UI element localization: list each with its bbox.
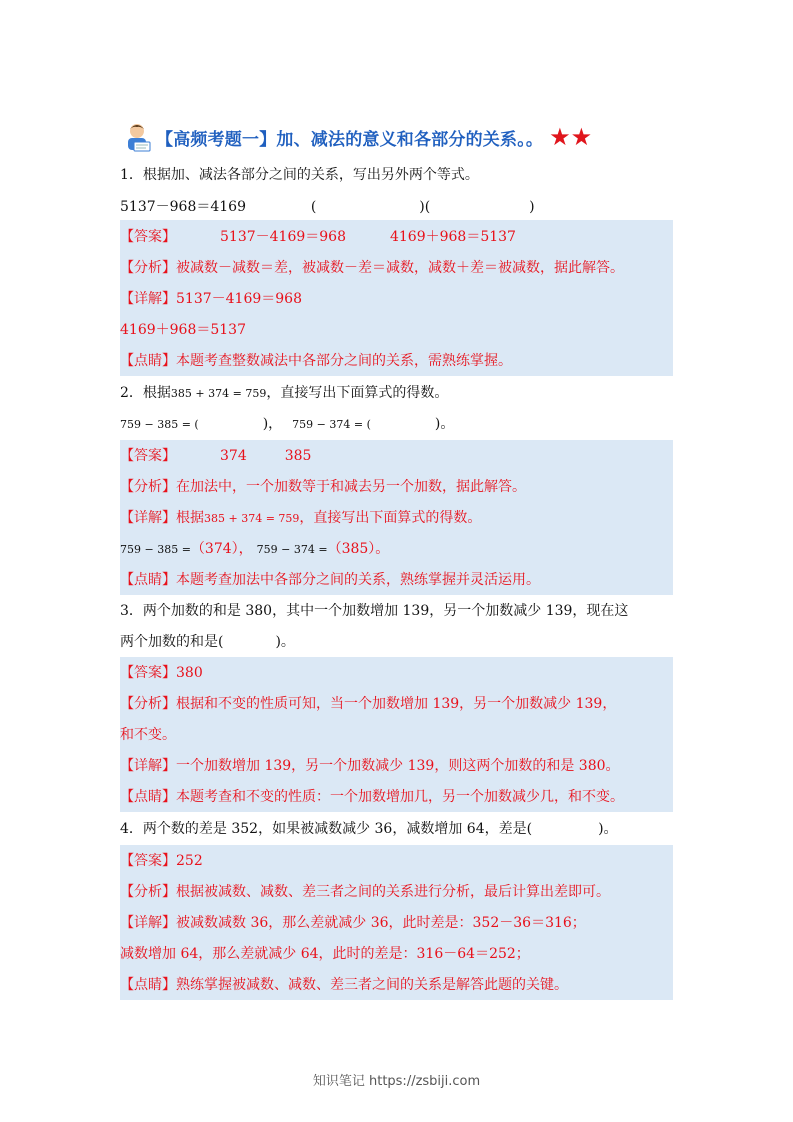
detail-label: 【详解】 [120,758,176,774]
question-3-line-1: 3．两个加数的和是 380，其中一个加数增加 139，另一个加数减少 139，现在这 [120,603,629,619]
detail-text: 被减数减数 36，那么差就减少 36，此时差是：352－36＝316； [176,915,586,931]
point-row [120,351,512,371]
point-text: 本题考查加法中各部分之间的关系，熟练掌握并灵活运用。 [176,572,540,588]
student-avatar-icon [120,120,154,154]
answer-value: 4169＋968＝5137 [389,229,516,245]
answer-label: 【答案】 [120,229,176,245]
point-text: 熟练掌握被减数、减数、差三者之间的关系是解答此题的关键。 [176,977,568,993]
detail-label: 【详解】 [120,510,176,526]
analysis-row [120,477,526,497]
point-text: 本题考查整数减法中各部分之间的关系，需熟练掌握。 [176,353,512,369]
detail-row: 减数增加 64，那么差就减少 64，此时的差是：316－64＝252； [120,946,530,962]
section-title: 【高频考题一】加、减法的意义和各部分的关系。。 [156,129,544,150]
question-3-line-2 [120,632,295,652]
math-equation: 759 − 385 = [120,543,191,556]
question-2-fill [120,414,454,435]
detail-text: 一个加数增加 139，另一个加数减少 139，则这两个加数的和是 380。 [176,758,620,774]
answer-value: 374 [220,448,247,464]
detail-row: 4169＋968＝5137 [120,322,246,338]
analysis-text: 在加法中，一个加数等于和减去另一个加数，据此解答。 [176,479,526,495]
answer-value: 380 [176,665,203,681]
paren-close: ) [529,199,535,215]
math-equation: 385 + 374 = 759 [170,387,267,400]
answer-block-3 [120,657,673,812]
math-equation: 759 − 374 = ( [292,418,371,431]
question-text: )。 [598,821,618,837]
section-header [120,120,680,154]
detail-row [120,539,389,560]
analysis-row [120,258,624,278]
separator-text: )， [262,416,283,432]
point-label: 【点睛】 [120,977,176,993]
answer-block-4 [120,845,673,1000]
question-1-given [120,197,535,217]
answer-value: 252 [176,853,203,869]
point-row [120,570,540,590]
answer-label: 【答案】 [120,448,176,464]
detail-answer: （374）， [190,541,253,557]
detail-answer: （385）。 [327,541,390,557]
analysis-text: 根据被减数、减数、差三者之间的关系进行分析，最后计算出差即可。 [176,884,610,900]
detail-text: ，直接写出下面算式的得数。 [299,510,482,526]
point-text: 本题考查和不变的性质：一个加数增加几，另一个加数减少几，和不变。 [176,789,624,805]
detail-text: 根据 [176,510,204,526]
analysis-label: 【分析】 [120,260,176,276]
detail-text: 5137－4169＝968 [176,291,302,307]
answer-label: 【答案】 [120,853,176,869]
question-4-text [120,819,618,839]
analysis-text: 被减数－减数＝差，被减数－差＝减数，减数＋差＝被减数，据此解答。 [176,260,624,276]
math-equation: 385 + 374 = 759 [204,512,300,525]
separator-text: )。 [434,416,455,432]
point-row [120,975,568,995]
question-text: ，直接写出下面算式的得数。 [266,385,449,401]
question-text: 2．根据 [120,385,171,401]
math-equation: 759 − 374 = [256,543,328,556]
analysis-row [120,694,616,714]
analysis-label: 【分析】 [120,696,176,712]
point-row [120,787,624,807]
analysis-text: 根据和不变的性质可知，当一个加数增加 139，另一个加数减少 139， [176,696,617,712]
point-label: 【点睛】 [120,572,176,588]
math-equation: 759 − 385 = ( [120,418,199,431]
answer-block-1 [120,220,673,376]
analysis-label: 【分析】 [120,479,176,495]
answer-value: 5137－4169＝968 [220,229,346,245]
given-equation: 5137－968＝4169 [120,199,246,215]
point-label: 【点睛】 [120,789,176,805]
question-text: )。 [275,634,295,650]
question-2-text [120,383,448,404]
answer-block-2 [120,440,673,595]
question-text: 4．两个数的差是 352，如果被减数减少 36，减数增加 64，差是( [120,821,533,837]
answer-row [120,446,311,466]
analysis-label: 【分析】 [120,884,176,900]
analysis-row [120,882,610,902]
point-label: 【点睛】 [120,353,176,369]
question-1-text: 1．根据加、减法各部分之间的关系，写出另外两个等式。 [120,167,479,183]
page-footer: 知识笔记 https://zsbiji.com [312,1074,481,1089]
difficulty-stars-icon: ★★ [549,123,593,151]
answer-label: 【答案】 [120,665,176,681]
answer-row [120,227,516,247]
detail-row [120,508,481,529]
question-text: 两个加数的和是( [120,634,224,650]
answer-value: 385 [284,448,312,464]
paren-open: ( [310,199,317,215]
answer-row [120,663,203,683]
detail-row [120,913,586,933]
detail-row [120,756,620,776]
paren-close: )( [419,199,431,215]
answer-row [120,851,203,871]
detail-row [120,289,302,309]
detail-label: 【详解】 [120,291,176,307]
analysis-row: 和不变。 [120,727,176,743]
detail-label: 【详解】 [120,915,176,931]
